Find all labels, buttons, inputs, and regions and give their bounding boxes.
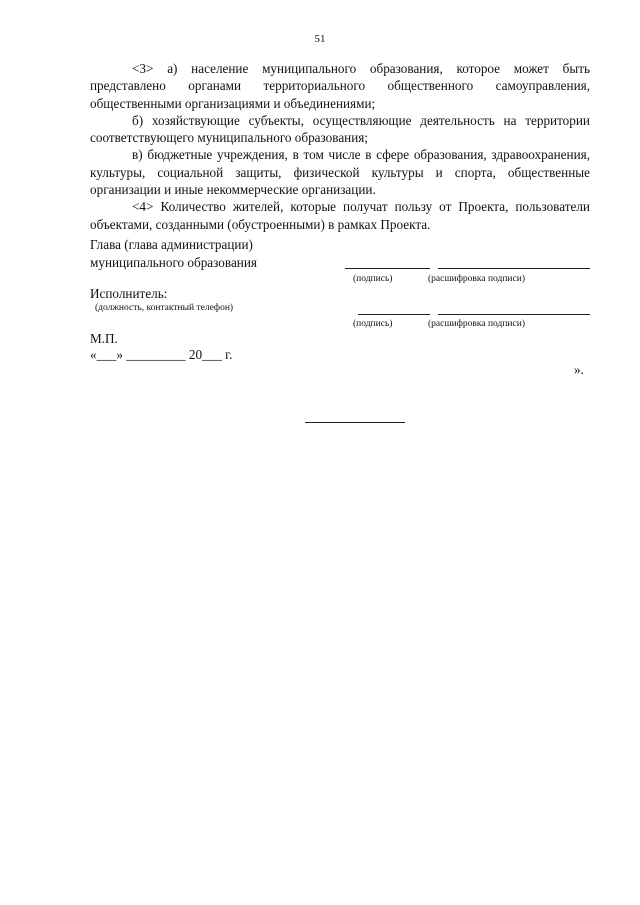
paragraph-note-3b: б) хозяйствующие субъекты, осуществляющие деятельность на территории соответствующего муниципального образования; xyxy=(90,112,590,146)
head-title-line1: Глава (глава администрации) xyxy=(90,237,253,252)
head-signature-line xyxy=(345,268,430,269)
head-signature-title xyxy=(90,236,257,272)
footer-rule xyxy=(305,422,405,423)
executor-label: Исполнитель: xyxy=(90,286,168,301)
head-title-line2: муниципального образования xyxy=(90,255,257,270)
page-number: 51 xyxy=(314,33,326,45)
document-body xyxy=(90,60,590,233)
paragraph-note-3: <3> а) население муниципального образования, которое может быть представлено органами территориального общественного самоуправления, общественными организациями и объединениями; xyxy=(90,61,590,111)
head-decoding-line xyxy=(438,268,590,269)
stamp-label: М.П. xyxy=(90,331,118,346)
executor-decoding-line xyxy=(438,314,590,315)
executor-signature-line xyxy=(358,314,430,315)
closing-quote: ». xyxy=(574,362,584,377)
head-decoding-caption: (расшифровка подписи) xyxy=(428,274,525,284)
paragraph-note-4: <4> Количество жителей, которые получат пользу от Проекта, пользователи объектами, созданными (обустроенными) в рамках Проекта. xyxy=(90,199,590,232)
executor-decoding-caption: (расшифровка подписи) xyxy=(428,319,525,329)
head-signature-caption: (подпись) xyxy=(353,274,393,284)
executor-signature-caption: (подпись) xyxy=(353,319,393,329)
paragraph-note-3c: в) бюджетные учреждения, в том числе в сфере образования, здравоохранения, культуры, социальной защиты, физической культуры и спорта, общественные организации и иные некоммерческие организации. xyxy=(90,147,590,198)
date-line: «___» _________ 20___ г. xyxy=(90,347,233,362)
executor-note: (должность, контактный телефон) xyxy=(95,303,234,313)
